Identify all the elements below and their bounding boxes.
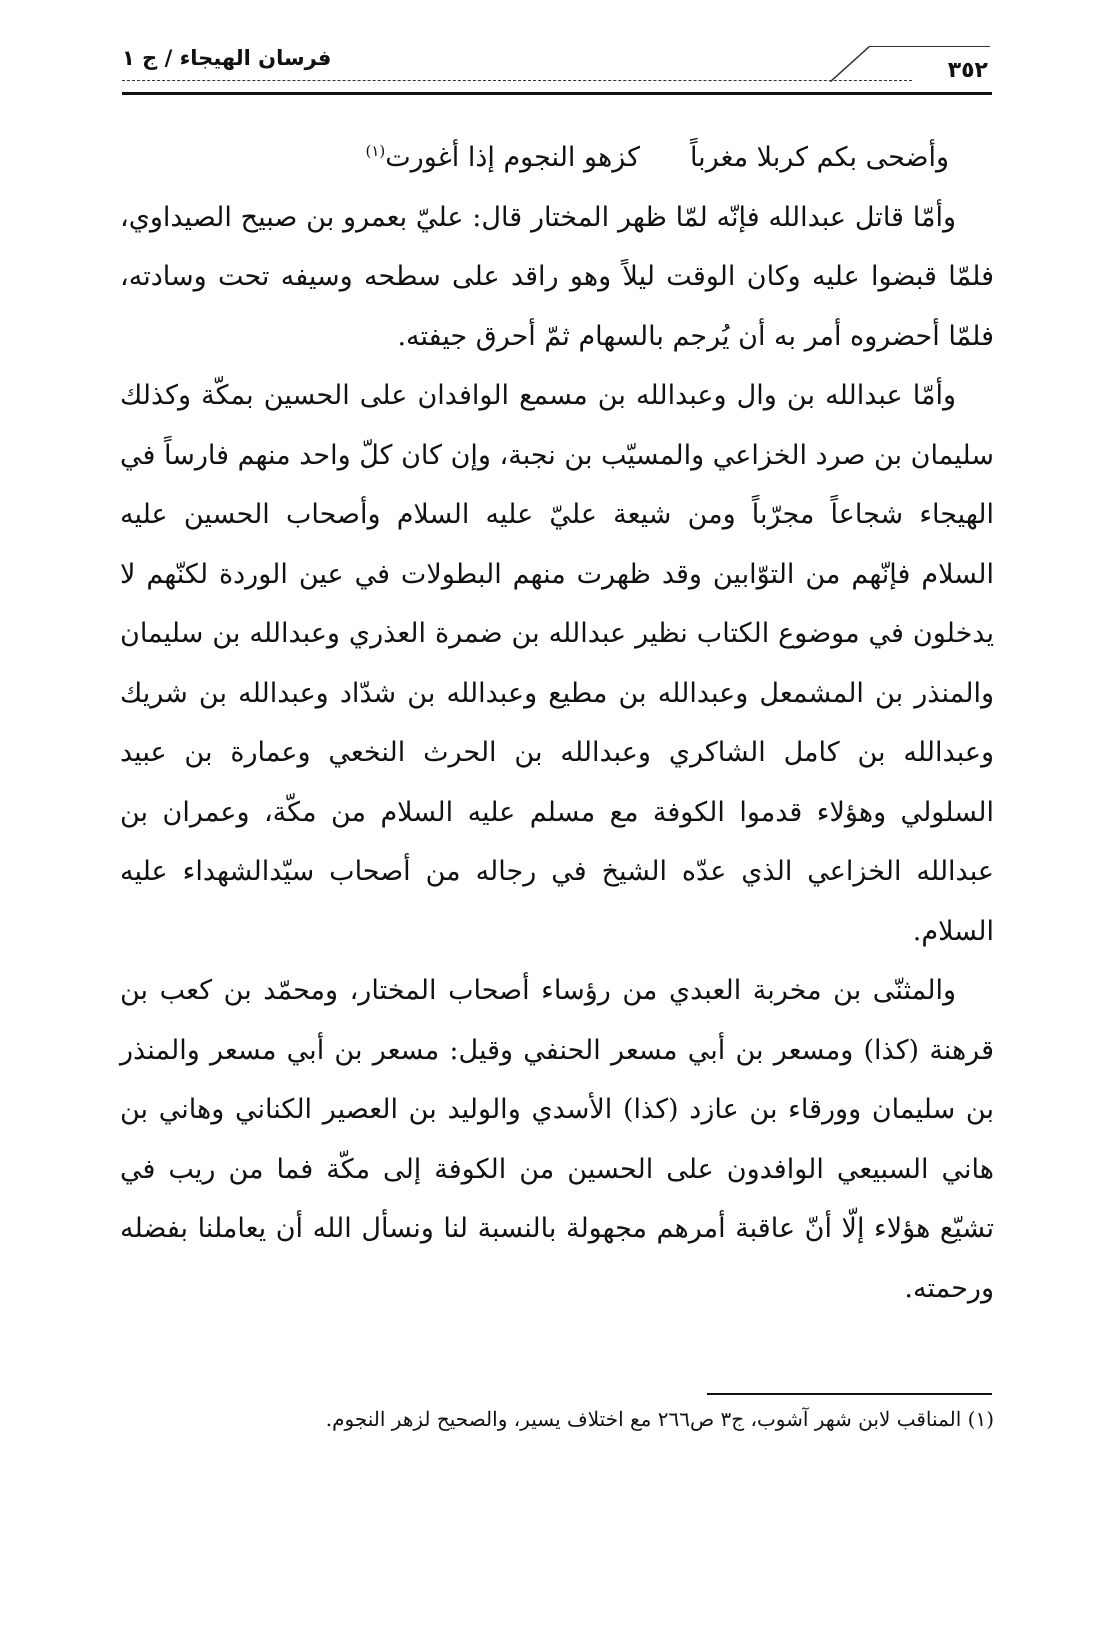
footnote-1: (١) المناقب لابن شهر آشوب، ج٣ ص٢٦٦ مع اختلاف يسير، والصحيح لزهر النجوم. [325, 1407, 994, 1431]
header-rule [122, 92, 992, 95]
poem-hemistich-second-text: كزهو النجوم إذا أغورت [385, 142, 640, 173]
running-title: فرسان الهيجاء / ج ١ [122, 46, 332, 70]
poem-hemistich-second [365, 128, 640, 188]
footnote-marker: (١) [365, 142, 386, 160]
paragraph-2: وأمّا عبدالله بن وال وعبدالله بن مسمع الوافدان على الحسين بمكّة وكذلك سليمان بن صرد الخزاعي والمسيّب بن نجبة، وإن كان كلّ واحد منهم فارساً في الهيجاء شجاعاً مجرّباً ومن شيعة عليّ عليه السلام وأصحاب الحسين عليه السلام فإنّهم من التوّابين وقد ظهرت منهم البطولات في عين الوردة لكنّهم لا يدخلون في موضوع الكتاب نظير عبدالله بن ضمرة العذري وعبدالله بن سليمان والمنذر بن المشمعل وعبدالله بن مطيع وعبدالله بن شدّاد وعبدالله بن شريك وعبدالله بن كامل الشاكري وعبدالله بن الحرث النخعي وعمارة بن عبيد السلولي وهؤلاء قدموا الكوفة مع مسلم عليه السلام من مكّة، وعمران بن عبدالله الخزاعي الذي عدّه الشيخ في رجاله من أصحاب سيّدالشهداء عليه السلام. [120, 380, 994, 947]
paragraph-1: وأمّا قاتل عبدالله فإنّه لمّا ظهر المختار قال: عليّ بعمرو بن صبيح الصيداوي، فلمّا قبضوا عليه وكان الوقت ليلاً وهو راقد على سطحه وسيفه تحت وسادته، فلمّا أحضروه أمر به أن يُرجم بالسهام ثمّ أحرق جيفته. [120, 201, 994, 352]
main-text [120, 128, 994, 1318]
paragraph-3: والمثنّى بن مخربة العبدي من رؤساء أصحاب المختار، ومحمّد بن كعب بن قرهنة (كذا) ومسعر بن أبي مسعر الحنفي وقيل: مسعر بن أبي مسعر والمنذر بن سليمان وورقاء بن عازد (كذا) الأسدي والوليد بن العصير الكناني وهاني بن هاني السبيعي الوافدون على الحسين من الكوفة إلى مكّة فما من ريب في تشيّع هؤلاء إلّا أنّ عاقبة أمرهم مجهولة بالنسبة لنا ونسأل الله أن يعاملنا بفضله ورحمته. [120, 975, 995, 1304]
page-number: ٣٥٢ [947, 58, 988, 83]
poem-hemistich-first: وأضحى بكم كربلا مغرباً [689, 142, 949, 173]
poem-verse [120, 128, 994, 188]
footnote-separator [707, 1393, 992, 1395]
header-frame-line [870, 46, 990, 47]
header-slant-line [830, 46, 870, 82]
header-dashed-rule [122, 80, 912, 81]
